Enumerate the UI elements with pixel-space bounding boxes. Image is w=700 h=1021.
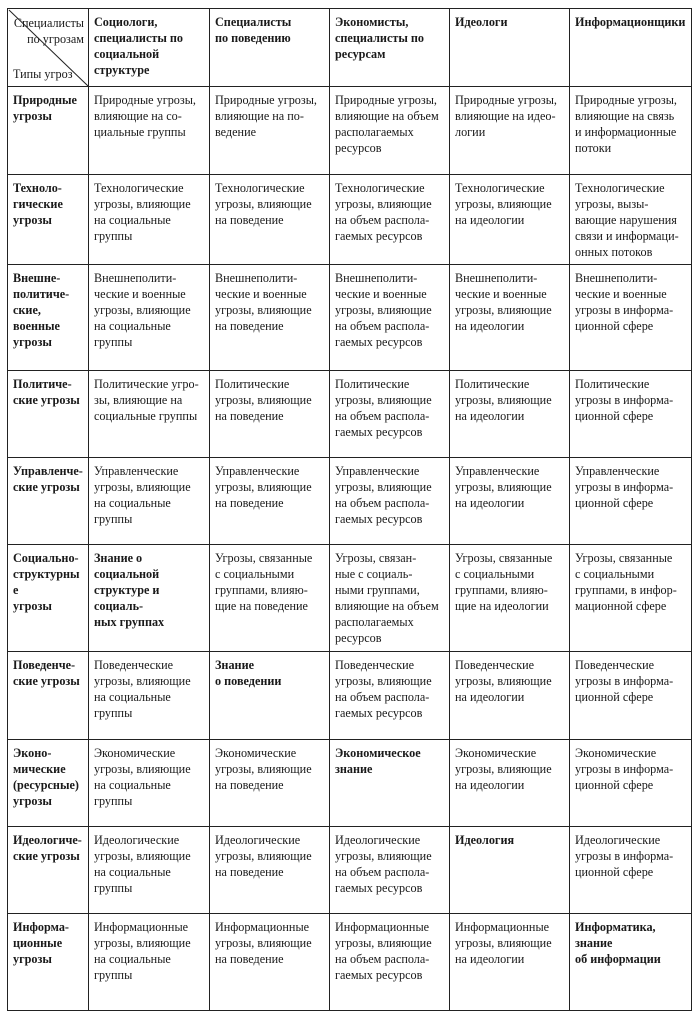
table-cell: Поведенческие угрозы в информа- ционной сфере xyxy=(570,652,692,740)
table-cell: Угрозы, связанные с социальными группами, влияю- щие на поведение xyxy=(210,545,330,652)
table-cell: Идеологические угрозы, влияющие на социальные группы xyxy=(89,827,210,914)
table-cell: Управленческие угрозы в информа- ционной сфере xyxy=(570,458,692,545)
threats-specialists-table xyxy=(7,8,692,1011)
table-cell: Внешнеполити- ческие и военные угрозы, влияющие на объем распола- гаемых ресурсов xyxy=(330,265,450,371)
table-cell: Природные угрозы, влияющие на объем располагаемых ресурсов xyxy=(330,87,450,175)
table-cell: Идеология xyxy=(450,827,570,914)
threat-type-cell: Информа- ционные угрозы xyxy=(8,914,89,1011)
table-row xyxy=(8,740,692,827)
table-cell: Природные угрозы, влияющие на идео- логии xyxy=(450,87,570,175)
table-row xyxy=(8,827,692,914)
threat-type-cell: Социально- структурные угрозы xyxy=(8,545,89,652)
column-header-economists: Экономисты, специалисты по ресурсам xyxy=(330,9,450,87)
table-cell: Внешнеполити- ческие и военные угрозы, влияющие на идеологии xyxy=(450,265,570,371)
table-cell: Угрозы, связан- ные с социаль- ными группами, влияющие на объем располагаемых ресурсов xyxy=(330,545,450,652)
table-row xyxy=(8,652,692,740)
table-cell: Знание о поведении xyxy=(210,652,330,740)
table-cell: Экономические угрозы в информа- ционной сфере xyxy=(570,740,692,827)
threat-type-cell: Техноло- гические угрозы xyxy=(8,175,89,265)
threat-type-cell: Поведенче- ские угрозы xyxy=(8,652,89,740)
table-cell: Управленческие угрозы, влияющие на социальные группы xyxy=(89,458,210,545)
table-row xyxy=(8,545,692,652)
threat-type-cell: Идеологиче- ские угрозы xyxy=(8,827,89,914)
table-cell: Информационные угрозы, влияющие на объем распола- гаемых ресурсов xyxy=(330,914,450,1011)
table-cell: Угрозы, связанные с социальными группами, влияю- щие на идеологии xyxy=(450,545,570,652)
header-row xyxy=(8,9,692,87)
corner-bottom-label: Типы угроз xyxy=(13,67,73,81)
table-cell: Знание о социальной структуре и социаль- ных группах xyxy=(89,545,210,652)
table-cell: Идеологические угрозы в информа- ционной сфере xyxy=(570,827,692,914)
column-header-informationists: Информационщики xyxy=(570,9,692,87)
table-cell: Политические угрозы, влияющие на идеологии xyxy=(450,371,570,458)
table-cell: Информационные угрозы, влияющие на поведение xyxy=(210,914,330,1011)
threat-type-cell: Природные угрозы xyxy=(8,87,89,175)
threat-type-cell: Эконо- мические (ресурсные) угрозы xyxy=(8,740,89,827)
table-cell: Управленческие угрозы, влияющие на поведение xyxy=(210,458,330,545)
table-row xyxy=(8,914,692,1011)
table-cell: Угрозы, связанные с социальными группами, в инфор- мационной сфере xyxy=(570,545,692,652)
table-row xyxy=(8,265,692,371)
table-cell: Поведенческие угрозы, влияющие на объем распола- гаемых ресурсов xyxy=(330,652,450,740)
threat-type-cell: Политиче- ские угрозы xyxy=(8,371,89,458)
table-cell: Политические угро- зы, влияющие на социальные группы xyxy=(89,371,210,458)
table-body xyxy=(8,87,692,1011)
table-cell: Внешнеполити- ческие и военные угрозы в информа- ционной сфере xyxy=(570,265,692,371)
table-cell: Технологические угрозы, влияющие на поведение xyxy=(210,175,330,265)
corner-cell xyxy=(8,9,89,87)
table-cell: Экономические угрозы, влияющие на поведение xyxy=(210,740,330,827)
table-cell: Технологические угрозы, влияющие на объем распола- гаемых ресурсов xyxy=(330,175,450,265)
table-cell: Поведенческие угрозы, влияющие на социальные группы xyxy=(89,652,210,740)
table-cell: Природные угрозы, влияющие на по- ведение xyxy=(210,87,330,175)
table-row xyxy=(8,371,692,458)
table-cell: Управленческие угрозы, влияющие на идеологии xyxy=(450,458,570,545)
table-cell: Информационные угрозы, влияющие на идеологии xyxy=(450,914,570,1011)
corner-top-label: Специалисты по угрозам xyxy=(13,16,84,46)
table-cell: Политические угрозы в информа- ционной сфере xyxy=(570,371,692,458)
column-header-ideologists: Идеологи xyxy=(450,9,570,87)
table-cell: Информационные угрозы, влияющие на социальные группы xyxy=(89,914,210,1011)
table-row xyxy=(8,87,692,175)
column-header-behavior: Специалисты по поведению xyxy=(210,9,330,87)
table-cell: Идеологические угрозы, влияющие на поведение xyxy=(210,827,330,914)
table-row xyxy=(8,458,692,545)
table-cell: Технологические угрозы, влияющие на идеологии xyxy=(450,175,570,265)
table-row xyxy=(8,175,692,265)
table-cell: Экономическое знание xyxy=(330,740,450,827)
table-cell: Управленческие угрозы, влияющие на объем распола- гаемых ресурсов xyxy=(330,458,450,545)
table-cell: Политические угрозы, влияющие на поведение xyxy=(210,371,330,458)
table-cell: Природные угрозы, влияющие на со- циальные группы xyxy=(89,87,210,175)
table-cell: Внешнеполити- ческие и военные угрозы, влияющие на поведение xyxy=(210,265,330,371)
table-cell: Технологические угрозы, вызы- вающие нарушения связи и информаци- онных потоков xyxy=(570,175,692,265)
table-cell: Природные угрозы, влияющие на связь и информационные потоки xyxy=(570,87,692,175)
table-cell: Идеологические угрозы, влияющие на объем распола- гаемых ресурсов xyxy=(330,827,450,914)
table-cell: Поведенческие угрозы, влияющие на идеологии xyxy=(450,652,570,740)
column-header-sociologists: Социологи, специалисты по социальной структуре xyxy=(89,9,210,87)
threat-type-cell: Управленче- ские угрозы xyxy=(8,458,89,545)
table-cell: Экономические угрозы, влияющие на социальные группы xyxy=(89,740,210,827)
threat-type-cell: Внешне- политиче- ские, военные угрозы xyxy=(8,265,89,371)
table-cell: Политические угрозы, влияющие на объем распола- гаемых ресурсов xyxy=(330,371,450,458)
table-cell: Экономические угрозы, влияющие на идеологии xyxy=(450,740,570,827)
table-cell: Информатика, знание об информации xyxy=(570,914,692,1011)
table-cell: Внешнеполити- ческие и военные угрозы, влияющие на социальные группы xyxy=(89,265,210,371)
table-cell: Технологические угрозы, влияющие на социальные группы xyxy=(89,175,210,265)
